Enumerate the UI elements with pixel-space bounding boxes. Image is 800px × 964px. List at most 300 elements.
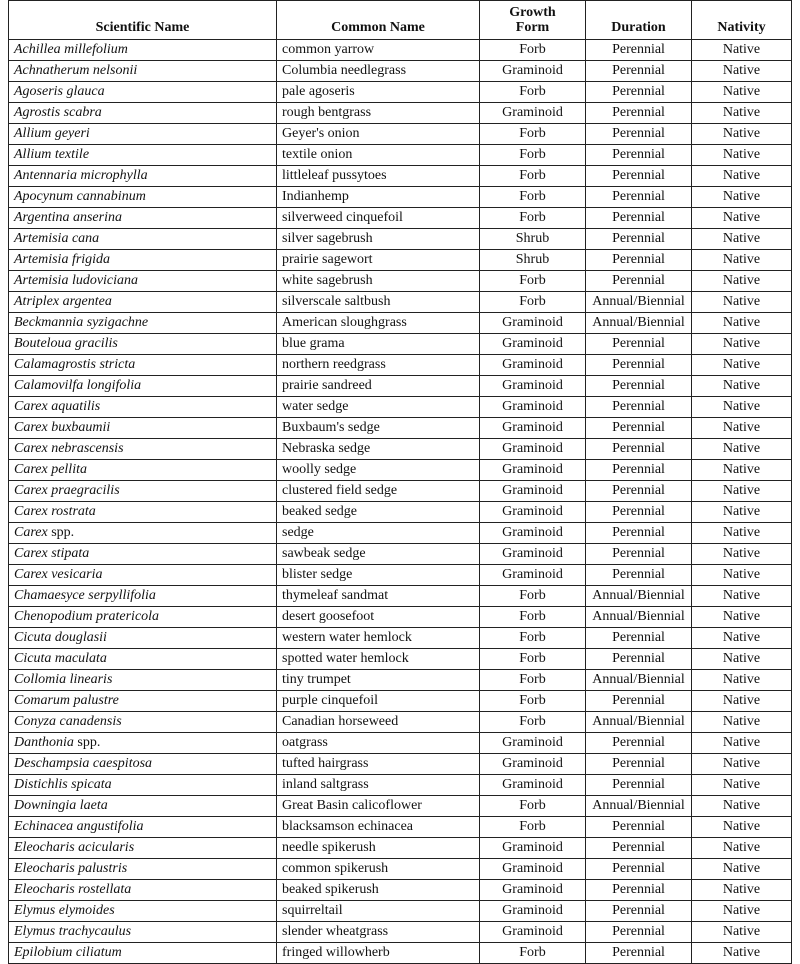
cell-growth-form: Graminoid <box>480 61 586 82</box>
cell-common-name: desert goosefoot <box>277 607 480 628</box>
table-row <box>9 250 792 271</box>
scientific-name-text: Antennaria microphylla <box>14 168 148 183</box>
cell-nativity: Native <box>692 82 792 103</box>
table-row <box>9 208 792 229</box>
cell-duration: Perennial <box>586 691 692 712</box>
scientific-name-text: Echinacea angustifolia <box>14 819 144 834</box>
scientific-name-text: Agoseris glauca <box>14 84 105 99</box>
table-row <box>9 145 792 166</box>
cell-growth-form: Graminoid <box>480 901 586 922</box>
scientific-name-text: Conyza canadensis <box>14 714 122 729</box>
cell-scientific-name <box>9 82 277 103</box>
cell-scientific-name <box>9 796 277 817</box>
cell-common-name: beaked spikerush <box>277 880 480 901</box>
cell-common-name: Indianhemp <box>277 187 480 208</box>
header-duration: Duration <box>586 1 692 40</box>
cell-growth-form: Graminoid <box>480 376 586 397</box>
cell-nativity: Native <box>692 607 792 628</box>
cell-nativity: Native <box>692 670 792 691</box>
cell-scientific-name <box>9 313 277 334</box>
cell-duration: Perennial <box>586 40 692 61</box>
cell-growth-form: Graminoid <box>480 754 586 775</box>
cell-growth-form: Forb <box>480 817 586 838</box>
cell-duration: Perennial <box>586 439 692 460</box>
cell-common-name: silver sagebrush <box>277 229 480 250</box>
cell-scientific-name <box>9 607 277 628</box>
scientific-name-text: Collomia linearis <box>14 672 113 687</box>
cell-duration: Perennial <box>586 880 692 901</box>
cell-common-name: sawbeak sedge <box>277 544 480 565</box>
cell-nativity: Native <box>692 292 792 313</box>
table-row <box>9 523 792 544</box>
cell-growth-form: Graminoid <box>480 523 586 544</box>
cell-nativity: Native <box>692 397 792 418</box>
cell-duration: Annual/Biennial <box>586 292 692 313</box>
cell-scientific-name <box>9 544 277 565</box>
cell-growth-form: Forb <box>480 82 586 103</box>
cell-duration: Perennial <box>586 460 692 481</box>
cell-nativity: Native <box>692 544 792 565</box>
cell-growth-form: Graminoid <box>480 355 586 376</box>
cell-scientific-name <box>9 439 277 460</box>
cell-nativity: Native <box>692 712 792 733</box>
cell-nativity: Native <box>692 250 792 271</box>
cell-growth-form: Forb <box>480 586 586 607</box>
cell-common-name: common spikerush <box>277 859 480 880</box>
cell-duration: Perennial <box>586 145 692 166</box>
cell-common-name: textile onion <box>277 145 480 166</box>
table-row <box>9 103 792 124</box>
cell-growth-form: Forb <box>480 124 586 145</box>
cell-growth-form: Graminoid <box>480 775 586 796</box>
cell-growth-form: Graminoid <box>480 922 586 943</box>
table-row <box>9 838 792 859</box>
cell-scientific-name <box>9 166 277 187</box>
cell-scientific-name <box>9 481 277 502</box>
cell-common-name: blacksamson echinacea <box>277 817 480 838</box>
scientific-name-text: Carex nebrascensis <box>14 441 124 456</box>
cell-scientific-name <box>9 817 277 838</box>
cell-nativity: Native <box>692 628 792 649</box>
cell-nativity: Native <box>692 187 792 208</box>
cell-scientific-name <box>9 61 277 82</box>
table-row <box>9 271 792 292</box>
cell-nativity: Native <box>692 40 792 61</box>
header-common-name: Common Name <box>277 1 480 40</box>
table-row <box>9 187 792 208</box>
scientific-name-text: Agrostis scabra <box>14 105 102 120</box>
scientific-name-text: Eleocharis acicularis <box>14 840 135 855</box>
cell-growth-form: Graminoid <box>480 439 586 460</box>
cell-duration: Perennial <box>586 187 692 208</box>
cell-scientific-name <box>9 292 277 313</box>
cell-common-name: fringed willowherb <box>277 943 480 964</box>
cell-duration: Perennial <box>586 166 692 187</box>
cell-growth-form: Graminoid <box>480 418 586 439</box>
cell-duration: Perennial <box>586 418 692 439</box>
cell-growth-form: Forb <box>480 607 586 628</box>
cell-nativity: Native <box>692 922 792 943</box>
table-header <box>9 1 792 40</box>
scientific-name-text: Elymus elymoides <box>14 903 115 918</box>
cell-common-name: oatgrass <box>277 733 480 754</box>
scientific-name-text: Carex vesicaria <box>14 567 103 582</box>
cell-common-name: white sagebrush <box>277 271 480 292</box>
cell-duration: Perennial <box>586 565 692 586</box>
cell-duration: Perennial <box>586 775 692 796</box>
scientific-name-text: Eleocharis rostellata <box>14 882 132 897</box>
table-row <box>9 229 792 250</box>
cell-scientific-name <box>9 40 277 61</box>
cell-growth-form: Graminoid <box>480 103 586 124</box>
cell-common-name: blister sedge <box>277 565 480 586</box>
header-nativity: Nativity <box>692 1 792 40</box>
cell-scientific-name <box>9 733 277 754</box>
cell-nativity: Native <box>692 565 792 586</box>
scientific-name-text: Achnatherum nelsonii <box>14 63 138 78</box>
table-row <box>9 817 792 838</box>
cell-nativity: Native <box>692 124 792 145</box>
cell-nativity: Native <box>692 481 792 502</box>
header-row <box>9 1 792 40</box>
cell-growth-form: Forb <box>480 691 586 712</box>
table-row <box>9 502 792 523</box>
cell-growth-form: Forb <box>480 712 586 733</box>
cell-scientific-name <box>9 397 277 418</box>
cell-growth-form: Forb <box>480 208 586 229</box>
table-row <box>9 901 792 922</box>
table-row <box>9 859 792 880</box>
cell-common-name: tufted hairgrass <box>277 754 480 775</box>
cell-scientific-name <box>9 208 277 229</box>
cell-common-name: common yarrow <box>277 40 480 61</box>
scientific-name-text: Danthonia <box>14 735 74 750</box>
cell-duration: Perennial <box>586 628 692 649</box>
cell-duration: Perennial <box>586 82 692 103</box>
cell-common-name: rough bentgrass <box>277 103 480 124</box>
cell-common-name: prairie sandreed <box>277 376 480 397</box>
cell-nativity: Native <box>692 880 792 901</box>
cell-nativity: Native <box>692 229 792 250</box>
cell-nativity: Native <box>692 733 792 754</box>
scientific-name-text: Cicuta douglasii <box>14 630 107 645</box>
cell-nativity: Native <box>692 418 792 439</box>
scientific-name-text: Epilobium ciliatum <box>14 945 122 960</box>
species-table-container <box>8 0 791 964</box>
scientific-name-text: Comarum palustre <box>14 693 119 708</box>
scientific-name-text: Beckmannia syzigachne <box>14 315 149 330</box>
table-row <box>9 691 792 712</box>
cell-scientific-name <box>9 649 277 670</box>
cell-duration: Perennial <box>586 523 692 544</box>
scientific-name-text: Distichlis spicata <box>14 777 112 792</box>
cell-growth-form: Forb <box>480 796 586 817</box>
cell-growth-form: Graminoid <box>480 460 586 481</box>
cell-duration: Perennial <box>586 922 692 943</box>
cell-nativity: Native <box>692 523 792 544</box>
scientific-name-text: Artemisia frigida <box>14 252 111 267</box>
cell-nativity: Native <box>692 376 792 397</box>
table-row <box>9 313 792 334</box>
cell-growth-form: Forb <box>480 187 586 208</box>
cell-growth-form: Forb <box>480 145 586 166</box>
cell-growth-form: Graminoid <box>480 733 586 754</box>
cell-growth-form: Graminoid <box>480 859 586 880</box>
cell-scientific-name <box>9 838 277 859</box>
table-row <box>9 649 792 670</box>
cell-duration: Annual/Biennial <box>586 796 692 817</box>
cell-common-name: Nebraska sedge <box>277 439 480 460</box>
cell-nativity: Native <box>692 355 792 376</box>
cell-growth-form: Forb <box>480 943 586 964</box>
scientific-name-text: Deschampsia caespitosa <box>14 756 153 771</box>
cell-common-name: prairie sagewort <box>277 250 480 271</box>
scientific-name-text: Allium textile <box>14 147 90 162</box>
cell-scientific-name <box>9 691 277 712</box>
cell-scientific-name <box>9 271 277 292</box>
table-row <box>9 670 792 691</box>
cell-common-name: tiny trumpet <box>277 670 480 691</box>
cell-duration: Annual/Biennial <box>586 586 692 607</box>
cell-duration: Perennial <box>586 376 692 397</box>
scientific-name-text: Artemisia ludoviciana <box>14 273 139 288</box>
cell-growth-form: Graminoid <box>480 313 586 334</box>
table-row <box>9 754 792 775</box>
table-row <box>9 397 792 418</box>
table-row <box>9 544 792 565</box>
cell-growth-form: Forb <box>480 628 586 649</box>
cell-common-name: slender wheatgrass <box>277 922 480 943</box>
cell-nativity: Native <box>692 103 792 124</box>
cell-duration: Perennial <box>586 208 692 229</box>
cell-duration: Perennial <box>586 397 692 418</box>
cell-common-name: Canadian horseweed <box>277 712 480 733</box>
table-row <box>9 82 792 103</box>
cell-scientific-name <box>9 859 277 880</box>
table-row <box>9 922 792 943</box>
cell-duration: Perennial <box>586 838 692 859</box>
cell-scientific-name <box>9 502 277 523</box>
cell-growth-form: Forb <box>480 670 586 691</box>
cell-scientific-name <box>9 754 277 775</box>
cell-nativity: Native <box>692 817 792 838</box>
cell-growth-form: Graminoid <box>480 565 586 586</box>
cell-nativity: Native <box>692 208 792 229</box>
table-row <box>9 334 792 355</box>
cell-duration: Perennial <box>586 229 692 250</box>
scientific-name-text: Downingia laeta <box>14 798 108 813</box>
cell-scientific-name <box>9 628 277 649</box>
cell-duration: Perennial <box>586 859 692 880</box>
table-row <box>9 124 792 145</box>
cell-duration: Perennial <box>586 103 692 124</box>
scientific-name-text: Carex aquatilis <box>14 399 101 414</box>
species-abbrev-text: spp. <box>51 525 75 540</box>
cell-scientific-name <box>9 355 277 376</box>
cell-duration: Annual/Biennial <box>586 670 692 691</box>
cell-scientific-name <box>9 460 277 481</box>
header-growth-form-line2: Form <box>515 20 550 35</box>
cell-common-name: needle spikerush <box>277 838 480 859</box>
cell-nativity: Native <box>692 166 792 187</box>
cell-common-name: water sedge <box>277 397 480 418</box>
table-row <box>9 733 792 754</box>
cell-common-name: Great Basin calicoflower <box>277 796 480 817</box>
cell-duration: Perennial <box>586 271 692 292</box>
cell-nativity: Native <box>692 439 792 460</box>
cell-common-name: blue grama <box>277 334 480 355</box>
cell-duration: Perennial <box>586 754 692 775</box>
table-row <box>9 943 792 964</box>
cell-duration: Perennial <box>586 733 692 754</box>
cell-growth-form: Forb <box>480 40 586 61</box>
scientific-name-text: Chenopodium pratericola <box>14 609 160 624</box>
cell-growth-form: Graminoid <box>480 544 586 565</box>
scientific-name-text: Achillea millefolium <box>14 42 128 57</box>
table-row <box>9 418 792 439</box>
scientific-name-text: Artemisia cana <box>14 231 100 246</box>
scientific-name-text: Carex rostrata <box>14 504 96 519</box>
cell-scientific-name <box>9 880 277 901</box>
cell-growth-form: Graminoid <box>480 334 586 355</box>
scientific-name-text: Cicuta maculata <box>14 651 107 666</box>
cell-nativity: Native <box>692 691 792 712</box>
cell-duration: Perennial <box>586 649 692 670</box>
scientific-name-text: Carex praegracilis <box>14 483 120 498</box>
cell-common-name: littleleaf pussytoes <box>277 166 480 187</box>
table-row <box>9 355 792 376</box>
table-row <box>9 439 792 460</box>
cell-common-name: purple cinquefoil <box>277 691 480 712</box>
scientific-name-text: Apocynum cannabinum <box>14 189 146 204</box>
species-table <box>8 0 792 964</box>
cell-scientific-name <box>9 334 277 355</box>
table-row <box>9 166 792 187</box>
scientific-name-text: Calamovilfa longifolia <box>14 378 142 393</box>
scientific-name-text: Carex <box>14 525 48 540</box>
scientific-name-text: Carex buxbaumii <box>14 420 111 435</box>
cell-growth-form: Graminoid <box>480 481 586 502</box>
cell-scientific-name <box>9 418 277 439</box>
cell-nativity: Native <box>692 334 792 355</box>
header-growth-form <box>480 1 586 40</box>
cell-duration: Perennial <box>586 481 692 502</box>
cell-nativity: Native <box>692 313 792 334</box>
cell-growth-form: Graminoid <box>480 502 586 523</box>
cell-nativity: Native <box>692 775 792 796</box>
cell-duration: Annual/Biennial <box>586 313 692 334</box>
scientific-name-text: Argentina anserina <box>14 210 122 225</box>
cell-scientific-name <box>9 565 277 586</box>
cell-duration: Perennial <box>586 334 692 355</box>
table-row <box>9 292 792 313</box>
cell-common-name: western water hemlock <box>277 628 480 649</box>
scientific-name-text: Elymus trachycaulus <box>14 924 132 939</box>
cell-nativity: Native <box>692 271 792 292</box>
cell-duration: Perennial <box>586 502 692 523</box>
cell-common-name: thymeleaf sandmat <box>277 586 480 607</box>
cell-common-name: Buxbaum's sedge <box>277 418 480 439</box>
cell-common-name: squirreltail <box>277 901 480 922</box>
scientific-name-text: Atriplex argentea <box>14 294 112 309</box>
cell-nativity: Native <box>692 145 792 166</box>
cell-duration: Perennial <box>586 901 692 922</box>
cell-duration: Perennial <box>586 817 692 838</box>
table-row <box>9 61 792 82</box>
cell-scientific-name <box>9 670 277 691</box>
cell-duration: Perennial <box>586 124 692 145</box>
table-row <box>9 460 792 481</box>
cell-scientific-name <box>9 250 277 271</box>
table-row <box>9 607 792 628</box>
table-row <box>9 628 792 649</box>
cell-nativity: Native <box>692 859 792 880</box>
cell-common-name: silverweed cinquefoil <box>277 208 480 229</box>
cell-common-name: sedge <box>277 523 480 544</box>
scientific-name-text: Calamagrostis stricta <box>14 357 136 372</box>
cell-nativity: Native <box>692 943 792 964</box>
species-abbrev-text: spp. <box>77 735 101 750</box>
cell-scientific-name <box>9 901 277 922</box>
table-row <box>9 796 792 817</box>
cell-nativity: Native <box>692 649 792 670</box>
cell-scientific-name <box>9 103 277 124</box>
cell-growth-form: Graminoid <box>480 397 586 418</box>
cell-common-name: inland saltgrass <box>277 775 480 796</box>
cell-nativity: Native <box>692 901 792 922</box>
cell-scientific-name <box>9 187 277 208</box>
cell-nativity: Native <box>692 460 792 481</box>
cell-duration: Perennial <box>586 544 692 565</box>
cell-scientific-name <box>9 712 277 733</box>
cell-duration: Annual/Biennial <box>586 712 692 733</box>
table-row <box>9 712 792 733</box>
cell-duration: Perennial <box>586 943 692 964</box>
cell-growth-form: Graminoid <box>480 838 586 859</box>
cell-common-name: spotted water hemlock <box>277 649 480 670</box>
cell-nativity: Native <box>692 754 792 775</box>
table-row <box>9 565 792 586</box>
scientific-name-text: Carex pellita <box>14 462 87 477</box>
table-row <box>9 880 792 901</box>
cell-growth-form: Forb <box>480 166 586 187</box>
scientific-name-text: Chamaesyce serpyllifolia <box>14 588 156 603</box>
table-row <box>9 40 792 61</box>
cell-common-name: Geyer's onion <box>277 124 480 145</box>
header-growth-form-line1: Growth <box>509 5 556 20</box>
cell-growth-form: Forb <box>480 292 586 313</box>
cell-common-name: pale agoseris <box>277 82 480 103</box>
cell-scientific-name <box>9 775 277 796</box>
cell-growth-form: Shrub <box>480 229 586 250</box>
cell-nativity: Native <box>692 502 792 523</box>
cell-duration: Perennial <box>586 355 692 376</box>
scientific-name-text: Carex stipata <box>14 546 90 561</box>
cell-common-name: Columbia needlegrass <box>277 61 480 82</box>
cell-common-name: American sloughgrass <box>277 313 480 334</box>
scientific-name-text: Allium geyeri <box>14 126 90 141</box>
cell-common-name: clustered field sedge <box>277 481 480 502</box>
cell-scientific-name <box>9 229 277 250</box>
scientific-name-text: Eleocharis palustris <box>14 861 128 876</box>
cell-nativity: Native <box>692 838 792 859</box>
cell-scientific-name <box>9 943 277 964</box>
cell-growth-form: Graminoid <box>480 880 586 901</box>
cell-scientific-name <box>9 523 277 544</box>
cell-common-name: silverscale saltbush <box>277 292 480 313</box>
cell-nativity: Native <box>692 586 792 607</box>
cell-duration: Perennial <box>586 250 692 271</box>
